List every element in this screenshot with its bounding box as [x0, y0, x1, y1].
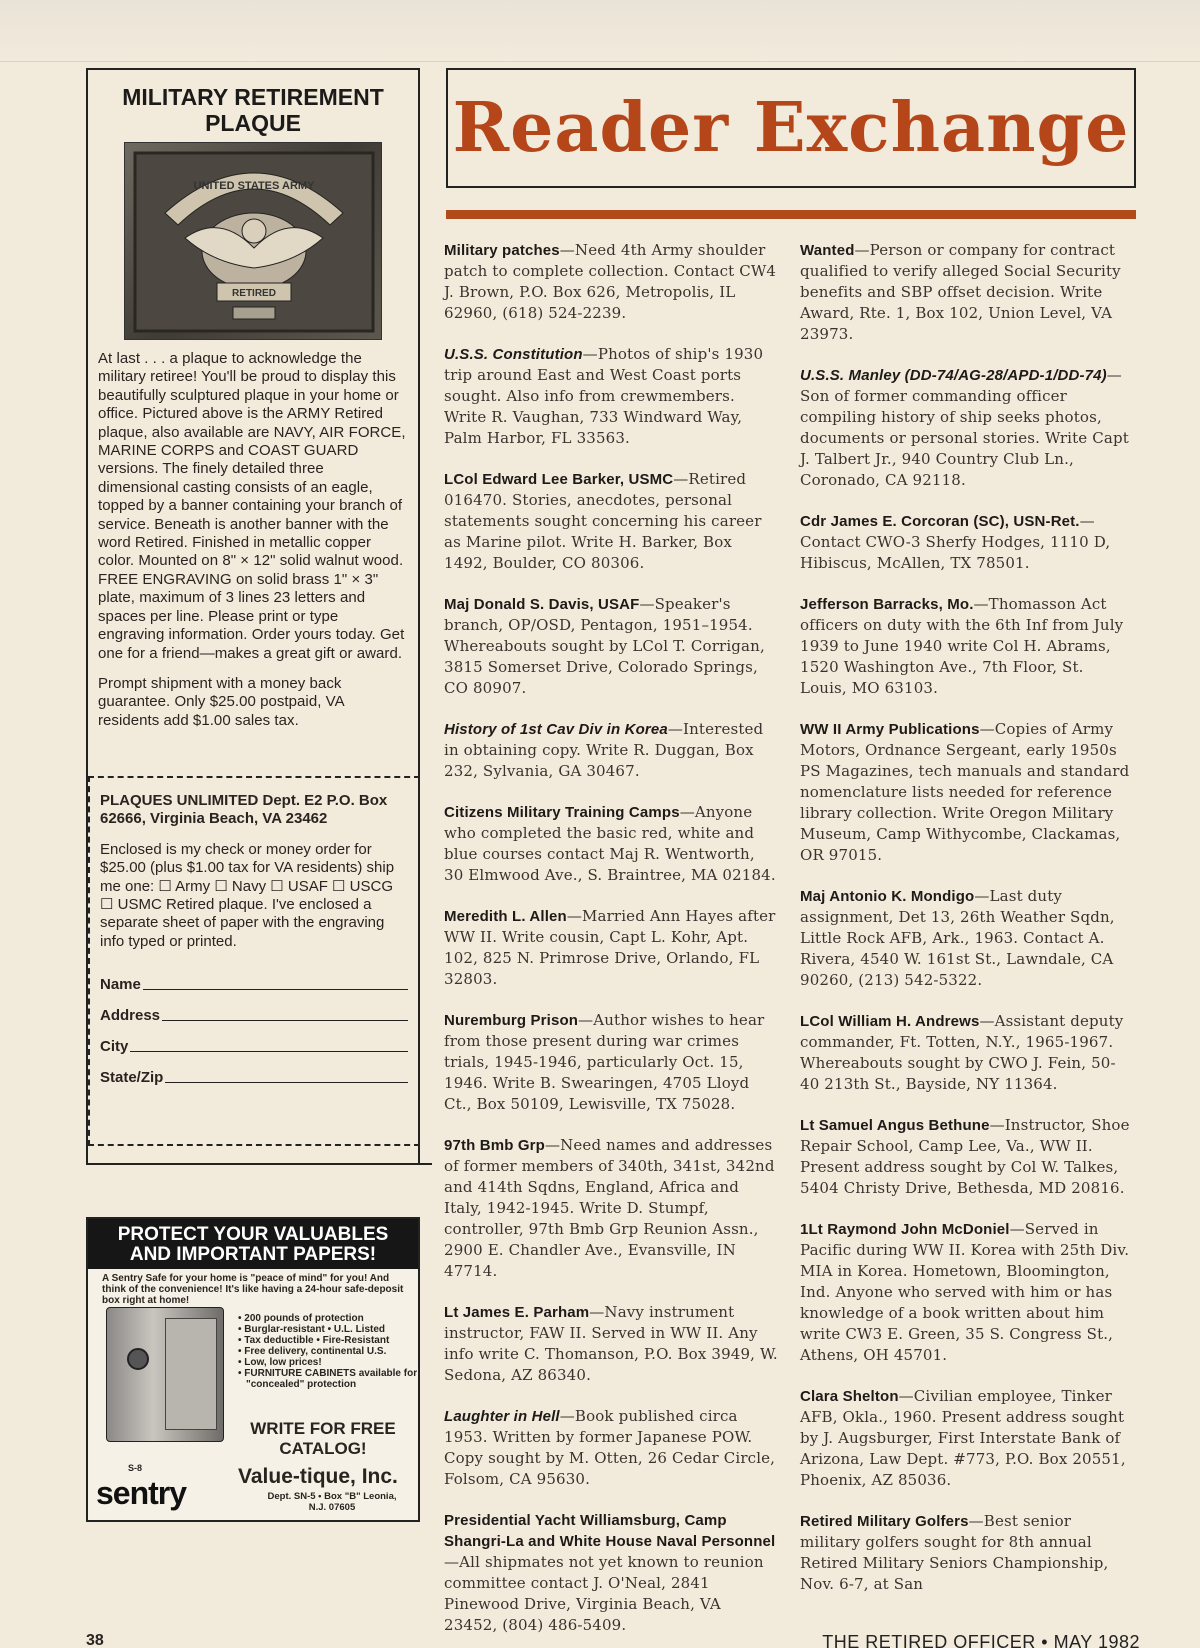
section-title-box — [446, 68, 1136, 188]
entry-heading: 1Lt Raymond John McDoniel — [800, 1221, 1010, 1238]
entry-text: —Need names and addresses of former members of 340th, 341st, 342nd and 414th Sqdns, England, Africa and Italy, 1942-1945. Write D. Stumpf, controller, 97th Bmb Grp Reunion Assn., 2900 E. Chandler Ave., Evansville, IN 47714. — [444, 1136, 775, 1280]
ad-code: S-8 — [128, 1463, 143, 1473]
entry-text: —Served in Pacific during WW II. Korea with 25th Div. MIA in Korea. Hometown, Bloomington, Ind. Anyone who served with him or has knowledge of a book written about him write CW3 E. Green, 35 S. Congress St., Athens, OH 45701. — [800, 1220, 1130, 1364]
entry-text: —Retired 016470. Stories, anecdotes, personal statements sought concerning his career as Marine pilot. Write H. Barker, Box 1492, Boulder, CO 80306. — [444, 470, 762, 572]
state-zip-field-label: State/Zip — [100, 1068, 164, 1086]
entry-heading: Wanted — [800, 242, 855, 259]
address-field-label: Address — [100, 1006, 161, 1024]
classified-entry — [444, 594, 778, 699]
entry-text: —Copies of Army Motors, Ordnance Sergeant, early 1950s PS Magazines, tech manuals and standard nomenclature lists needed for reference library collection. Write Oregon Military Museum, Camp Withycombe, Clackamas, OR 97015. — [800, 720, 1130, 864]
classified-entry — [800, 886, 1134, 991]
plaque-ad-title-line-1: MILITARY RETIREMENT — [122, 84, 384, 110]
classified-entry — [444, 1302, 778, 1386]
classified-entry — [444, 469, 778, 574]
entry-text: —All shipmates not yet known to reunion committee contact J. O'Neal, 2841 Pinewood Drive, Virginia Beach, VA 23452, (804) 486-5409. — [444, 1553, 764, 1634]
safe-feature: • Burglar-resistant • U.L. Listed — [238, 1324, 386, 1335]
safe-dial-icon — [127, 1348, 149, 1370]
entry-text: —Anyone who completed the basic red, white and blue courses contact Maj R. Wentworth, 30 Elmwood Ave., S. Braintree, MA 02184. — [444, 803, 776, 884]
classified-entry — [800, 1386, 1134, 1491]
catalog-cta: WRITE FOR FREE CATALOG! — [250, 1419, 396, 1458]
entry-text: —Assistant deputy commander, Ft. Totten, N.Y., 1965-1967. Whereabouts sought by CWO J. Fein, 50-40 213th St., Bayside, NY 11364. — [800, 1012, 1124, 1093]
company-address: Dept. SN-5 • Box "B" Leonia, N.J. 07605 — [267, 1491, 397, 1513]
entry-text: —Married Ann Hayes after WW II. Write cousin, Capt L. Kohr, Apt. 102, 825 N. Primrose Drive, Orlando, FL 32803. — [444, 907, 776, 988]
entry-heading: U.S.S. Manley (DD-74/AG-28/APD-1/DD-74) — [800, 367, 1107, 384]
plaque-retired-banner: RETIRED — [232, 288, 276, 299]
classified-entry — [800, 594, 1134, 699]
company-name: Value-tique, Inc. — [238, 1465, 398, 1488]
plaque-ad-body: At last . . . a plaque to acknowledge the military retiree! You'll be proud to display this beautifully sculptured plaque in your home or office. Pictured above is the ARMY Retired plaque, also available are NAVY, AIR FORCE, MARINE CORPS and COAST GUARD versions. The finely detailed three dimensional casting consists of an eagle, topped by a banner containing your branch of service. Beneath is another banner with the word Retired. Finished in metallic copper color. Mounted on 8" × 12" solid walnut wood. FREE ENGRAVING on solid brass 1" × 3" plate, maximum of 3 lines 23 letters and spaces per line. Please print or type engraving information. Order yours today. Get one for a friend—makes a great gift or award. — [98, 350, 406, 662]
safe-feature: • FURNITURE CABINETS available for "concealed" protection — [238, 1368, 418, 1390]
entry-text: —Navy instrument instructor, FAW II. Served in WW II. Any info write C. Thomanson, P.O. Box 3949, W. Sedona, AZ 86340. — [444, 1303, 778, 1384]
entry-heading: Jefferson Barracks, Mo. — [800, 596, 974, 613]
entry-heading: Laughter in Hell — [444, 1408, 560, 1425]
entry-text: —Author wishes to hear from those present during war crimes trials, 1945-1946, particularly Oct. 15, 1946. Write B. Swearingen, 4705 Lloyd Ct., Box 50109, Lewisville, TX 75028. — [444, 1011, 765, 1113]
coupon-order-text: Enclosed is my check or money order for $25.00 (plus $1.00 tax for VA residents) ship me one: ☐ Army ☐ Navy ☐ USAF ☐ USCG ☐ USMC Retired plaque. I've enclosed a separate sheet of paper with the engraving info typed or printed. — [100, 840, 395, 950]
address-field[interactable] — [100, 994, 408, 1025]
safe-ad-headline — [88, 1219, 418, 1269]
entry-heading: U.S.S. Constitution — [444, 346, 583, 363]
classified-entry — [444, 1510, 778, 1636]
entry-heading: Clara Shelton — [800, 1388, 899, 1405]
entry-text: —Person or company for contract qualified to verify alleged Social Security benefits and SBP offset decision. Write Award, Rte. 1, Box 102, Union Level, VA 23973. — [800, 241, 1121, 343]
entry-text: —Need 4th Army shoulder patch to complete collection. Contact CW4 J. Brown, P.O. Box 626, Metropolis, IL 62960, (618) 524-2239. — [444, 241, 777, 322]
entry-heading: Lt Samuel Angus Bethune — [800, 1117, 990, 1134]
classified-entry — [800, 365, 1134, 491]
safe-door — [165, 1318, 217, 1430]
entry-heading: Presidential Yacht Williamsburg, Camp Shangri-La and White House Naval Personnel — [444, 1512, 776, 1550]
page-top-band — [0, 0, 1200, 62]
classified-entry — [800, 240, 1134, 345]
safe-feature: • Tax deductible • Fire-Resistant — [238, 1335, 390, 1346]
entry-text: —Instructor, Shoe Repair School, Camp Lee, Va., WW II. Present address sought by Col W. Talkes, 5404 Christy Drive, Bethesda, MD 20816. — [800, 1116, 1130, 1197]
running-footer: THE RETIRED OFFICER • MAY 1982 — [822, 1632, 1140, 1648]
city-field-label: City — [100, 1037, 129, 1055]
entry-text: —Book published circa 1953. Written by former Japanese POW. Copy sought by M. Otten, 26 Cedar Circle, Folsom, CA 95630. — [444, 1407, 776, 1488]
title-rule — [446, 210, 1136, 219]
entries-column-right — [800, 240, 1134, 1615]
entry-heading: History of 1st Cav Div in Korea — [444, 721, 668, 738]
entry-heading: Lt James E. Parham — [444, 1304, 590, 1321]
entry-heading: Military patches — [444, 242, 560, 259]
classified-entry — [444, 1406, 778, 1490]
safe-feature: • Low, low prices! — [238, 1357, 322, 1368]
coupon-address: PLAQUES UNLIMITED Dept. E2 P.O. Box 62666, Virginia Beach, VA 23462 — [100, 792, 388, 828]
entry-heading: Maj Donald S. Davis, USAF — [444, 596, 640, 613]
entry-heading: 97th Bmb Grp — [444, 1137, 545, 1154]
safe-feature: • 200 pounds of protection — [238, 1313, 364, 1324]
entry-text: —Photos of ship's 1930 trip around East and West Coast ports sought. Also info from crewmembers. Write R. Vaughan, 733 Windward Way, Palm Harbor, FL 33563. — [444, 345, 764, 447]
entry-text: —Best senior military golfers sought for 8th annual Retired Military Seniors Championship, Nov. 6-7, at San — [800, 1512, 1109, 1593]
safe-ad-headline-line-2: AND IMPORTANT PAPERS! — [129, 1244, 377, 1265]
entry-text: —Civilian employee, Tinker AFB, Okla., 1960. Present address sought by J. Augsburger, First Interstate Bank of Arizona, Law Dept. #773, P.O. Box 20551, Phoenix, AZ 85036. — [800, 1387, 1126, 1489]
classified-entry — [800, 511, 1134, 574]
classified-entry — [444, 802, 778, 886]
sentry-logo: sentry — [96, 1475, 187, 1511]
entry-text: —Son of former commanding officer compiling history of ship seeks photos, documents or personal stories. Write Capt J. Talbert Jr., 940 Country Club Ln., Coronado, CA 92118. — [800, 366, 1129, 489]
plaque-ad-title — [88, 84, 418, 136]
plaque-ad-shipment: Prompt shipment with a money back guarantee. Only $25.00 postpaid, VA residents add $1.00 sales tax. — [98, 674, 344, 729]
entry-heading: Citizens Military Training Camps — [444, 804, 680, 821]
entry-heading: Meredith L. Allen — [444, 908, 567, 925]
city-field[interactable] — [100, 1025, 408, 1056]
entry-heading: LCol Edward Lee Barker, USMC — [444, 471, 674, 488]
classified-entry — [444, 906, 778, 990]
classified-entry — [800, 1115, 1134, 1199]
classified-entry — [444, 240, 778, 324]
entry-heading: Nuremburg Prison — [444, 1012, 579, 1029]
safe-feature-list — [238, 1313, 418, 1390]
entry-text: —Thomasson Act officers on duty with the 6th Inf from July 1939 to June 1940 write Col H. Abrams, 1520 Washington Ave., 7th Floor, St. Louis, MO 63103. — [800, 595, 1124, 697]
name-field-label: Name — [100, 975, 141, 993]
order-coupon — [88, 776, 420, 1146]
classified-entry — [800, 719, 1134, 866]
plaque-eagle-illustration — [125, 143, 382, 340]
classified-entry — [800, 1219, 1134, 1366]
page-title: Reader Exchange — [452, 88, 1130, 168]
entry-heading: Retired Military Golfers — [800, 1513, 969, 1530]
classified-entry — [800, 1011, 1134, 1095]
safe-illustration — [106, 1307, 224, 1442]
safe-ad-headline-line-1: PROTECT YOUR VALUABLES — [117, 1224, 389, 1245]
entry-text: —Last duty assignment, Det 13, 26th Weather Sqdn, Little Rock AFB, Ark., 1963. Contact A. Rivera, 4540 W. 161st St., Lawndale, CA 90260, (213) 542-5322. — [800, 887, 1115, 989]
entry-heading: WW II Army Publications — [800, 721, 980, 738]
classified-entry — [444, 1010, 778, 1115]
plaque-banner-text: UNITED STATES ARMY — [193, 180, 315, 192]
classified-entry — [444, 344, 778, 449]
classified-entry — [444, 1135, 778, 1282]
entries-column-left — [444, 240, 778, 1648]
entry-text: —Contact CWO-3 Sherfy Hodges, 1110 D, Hibiscus, McAllen, TX 78501. — [800, 512, 1111, 572]
name-field[interactable] — [100, 963, 408, 994]
plaque-photo — [124, 142, 382, 340]
safe-feature: • Free delivery, continental U.S. — [238, 1346, 387, 1357]
entry-heading: LCol William H. Andrews — [800, 1013, 980, 1030]
classified-entry — [800, 1511, 1134, 1595]
entry-text: —Interested in obtaining copy. Write R. Duggan, Box 232, Sylvania, GA 30467. — [444, 720, 764, 780]
page-number: 38 — [86, 1632, 104, 1648]
classified-entry — [444, 719, 778, 782]
entry-text: —Speaker's branch, OP/OSD, Pentagon, 1951–1954. Whereabouts sought by LCol T. Corrigan, 3815 Somerset Drive, Colorado Springs, CO 80907. — [444, 595, 765, 697]
plaque-advertisement — [86, 68, 420, 1163]
state-zip-field[interactable] — [100, 1056, 408, 1087]
safe-ad-subhead: A Sentry Safe for your home is "peace of mind" for you! And think of the convenience! It's like having a 24-hour safe-deposit box right at home! — [102, 1273, 404, 1306]
entry-heading: Maj Antonio K. Mondigo — [800, 888, 975, 905]
plaque-ad-title-line-2: PLAQUE — [205, 110, 301, 136]
entry-heading: Cdr James E. Corcoran (SC), USN-Ret. — [800, 513, 1080, 530]
column-divider — [86, 1163, 432, 1165]
safe-advertisement — [86, 1217, 420, 1522]
